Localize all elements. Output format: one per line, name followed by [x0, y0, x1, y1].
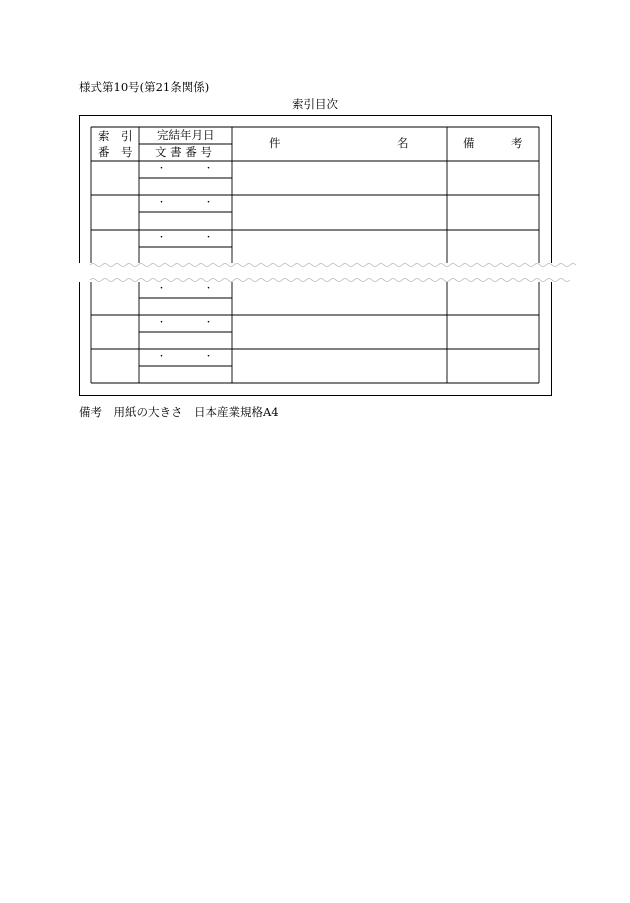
header-index-line2: 番 号 [98, 145, 133, 159]
header-index-line1: 索 引 [98, 129, 133, 143]
footnote: 備考 用紙の大きさ 日本産業規格A4 [79, 405, 279, 419]
date-dot: ・ [204, 198, 214, 208]
date-dot: ・ [157, 352, 167, 362]
header-name-right: 名 [397, 136, 409, 150]
date-dot: ・ [157, 318, 167, 328]
header-date-bottom: 文 書 番 号 [155, 145, 212, 159]
header-date-top: 完結年月日 [157, 128, 215, 142]
date-dot: ・ [204, 164, 214, 174]
date-dot: ・ [157, 284, 167, 294]
header-remarks-right: 考 [511, 136, 523, 150]
date-dot: ・ [157, 164, 167, 174]
date-dot: ・ [204, 233, 214, 243]
date-dot: ・ [157, 233, 167, 243]
header-remarks-left: 備 [463, 136, 475, 150]
document-title: 索引目次 [292, 97, 338, 111]
form-number: 様式第10号(第21条関係) [79, 80, 210, 94]
date-dot: ・ [204, 318, 214, 328]
omission-break [70, 263, 562, 282]
date-dot: ・ [204, 352, 214, 362]
date-dot: ・ [204, 284, 214, 294]
header-name-left: 件 [269, 136, 281, 150]
date-dot: ・ [157, 198, 167, 208]
